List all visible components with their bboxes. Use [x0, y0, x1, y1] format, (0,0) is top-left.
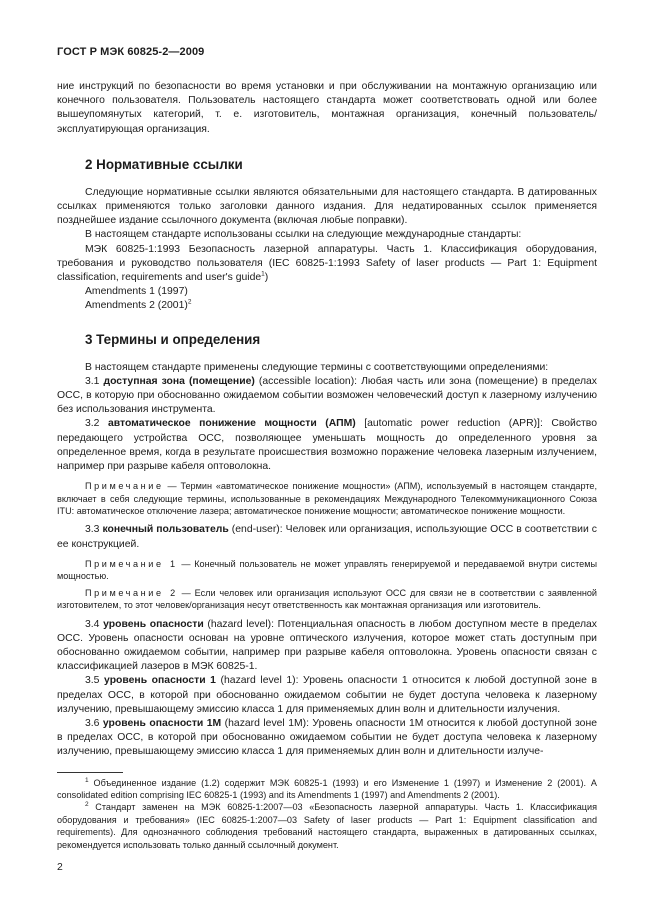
note-apr: [57, 480, 597, 517]
amendment-2-text: Amendments 2 (2001): [85, 300, 188, 312]
page-content: [57, 80, 597, 851]
note-end-user-1: [57, 558, 597, 583]
term-number: 3.4: [85, 618, 104, 630]
term-definition: (hazard level 1M): Уровень опасности 1М относится к любой доступной зоне в пределах ОСС, в которой при обоснованно ожидаемом событии не будет доступа человека к лазерному излучению, превышающему эмиссию класса 1 для применяемых длин волн и длительности излуче-: [57, 717, 597, 758]
term-number: 3.2: [85, 418, 108, 430]
term-title: конечный пользователь: [102, 524, 229, 536]
note-text: — Конечный пользователь не может управлять генерируемой и передаваемой внутри системы мощностью.: [57, 558, 597, 582]
footnote-1: [57, 777, 597, 802]
note-end-user-2: [57, 587, 597, 612]
term-definition: (hazard level): Потенциальная опасность в любом доступном месте в пределах ОСС. Уровень опасности основан на уровне оптического излучения, которое может стать доступным при обоснованно ожидаемом событии, например при разрыве кабеля оптоволокна. Уровень опасности связан с классификацией лазеров в МЭК 60825-1.: [57, 618, 597, 673]
term-number: 3.3: [85, 524, 103, 536]
footnote-text: Стандарт заменен на МЭК 60825-1:2007—03 «Безопасность лазерной аппаратуры. Часть 1. Классификация оборудования и требования» (IEC 60825-1:2007—03 Safety of laser products — Part 1: Equipment classification and requirements). Для однозначного соблюдения требований настоящего стандарта, выраженных в датированных ссылках, рекомендуется использовать только данный ссылочный документ.: [57, 802, 597, 850]
footnote-separator: [57, 772, 123, 773]
term-definition: (hazard level 1): Уровень опасности 1 относится к любой доступной зоне в пределах ОСС, в которой при обоснованно ожидаемом событии не будет доступа человека к лазерному излучению, превышающему эмиссию класса 1 для применяемых длин волн и длительности излучения.: [57, 675, 597, 715]
reference-iec-60825-1: [57, 243, 597, 286]
term-3-5: [57, 674, 597, 717]
footnote-ref-1[interactable]: 1: [261, 270, 265, 278]
section-2-paragraph-1: Следующие нормативные ссылки являются обязательными для настоящего стандарта. В датированных ссылках применяются только заголовки данного издания. Для недатированных ссылок применяется позднейшее издание ссылочного документа (включая любые поправки).: [57, 186, 597, 227]
term-3-4: [57, 618, 597, 675]
term-number: 3.6: [85, 717, 103, 729]
term-3-1: [57, 375, 597, 418]
term-3-3: [57, 523, 597, 551]
term-definition: (end-user): Человек или организация, использующие ОСС в соответствии с ее конструкцией.: [57, 524, 597, 550]
reference-text: МЭК 60825-1:1993 Безопасность лазерной аппаратуры. Часть 1. Классификация оборудования, требования и руководство пользователя (IEC 60825-1:1993 Safety of laser products — Part 1: Equipment classification, requirements and user's guide: [57, 243, 597, 284]
term-number: 3.5: [85, 675, 105, 687]
footnote-marker: 2: [85, 801, 89, 809]
footnote-ref-2[interactable]: 2: [187, 298, 192, 306]
footnote-2: [57, 801, 597, 851]
page-number: 2: [57, 862, 63, 873]
amendment-1: Amendments 1 (1997): [85, 286, 188, 298]
document-header: ГОСТ Р МЭК 60825-2—2009: [57, 46, 205, 58]
term-title: уровень опасности: [103, 618, 204, 630]
note-label: Примечание 1: [85, 558, 178, 569]
term-3-6: [57, 717, 597, 760]
note-label: Примечание: [85, 481, 164, 492]
term-title: уровень опасности 1М: [102, 717, 222, 729]
footnote-text: Объединенное издание (1.2) содержит МЭК 60825-1 (1993) и его Изменение 1 (1997) и Изменение 2 (2001). A consolidated edition comprising IEC 60825-1 (1993) and its Amendments 1 (1997) and Amendments 2 (2001).: [57, 777, 597, 800]
footnote-marker: 1: [85, 776, 89, 784]
section-2-heading: 2 Нормативные ссылки: [85, 156, 243, 172]
note-text: — Термин «автоматическое понижение мощности» (АПМ), используемый в настоящем стандарте, включает в себя следующие термины, использованные в рекомендациях Международного Телекоммуникационного Союза ITU: автоматическое отключение лазера; автоматическое понижение мощности; автоматическое понижение мощности.: [57, 481, 597, 517]
term-title: уровень опасности 1: [104, 675, 216, 687]
term-title: автоматическое понижение мощности (АПМ): [107, 418, 356, 430]
reference-close: ): [264, 272, 269, 284]
section-3-heading: 3 Термины и определения: [85, 331, 261, 347]
intro-paragraph: ние инструкций по безопасности во время установки и при обслуживании на монтажную организацию или конечного пользователя. Пользователь настоящего стандарта может соответствовать одной или более вышеупомянутых категорий, т. е. изготовитель, монтажная организация, конечный пользователь/эксплуатирующая организация.: [57, 81, 597, 135]
term-title: доступная зона (помещение): [103, 375, 255, 387]
term-number: 3.1: [85, 375, 104, 387]
term-definition: (accessible location): Любая часть или зона (помещение) в пределах ОСС, в которую при обоснованно ожидаемом событии возможен человеческий доступ к лазерному излучению без использования инструмента.: [57, 375, 598, 416]
section-3-intro: В настоящем стандарте применены следующие термины с соответствующими определениями:: [85, 361, 549, 373]
amendment-2: [57, 299, 597, 313]
section-2-paragraph-2: В настоящем стандарте использованы ссылки на следующие международные стандарты:: [85, 229, 522, 241]
note-text: — Если человек или организация используют ОСС для связи не в соответствии с заявленной изготовителем, то этот человек/организация несут ответственность как монтажная организация или изготовитель.: [57, 587, 597, 611]
note-label: Примечание 2: [85, 587, 178, 598]
term-definition: [automatic power reduction (APR)]: Свойство передающего устройства ОСС, позволяющее уменьшать мощность до определенного уровня за определенное время, когда в результате происшествия возможно поражение человека лазерным излучением, например при разрыве кабеля оптоволокна.: [57, 418, 597, 473]
term-3-2: [57, 417, 597, 474]
